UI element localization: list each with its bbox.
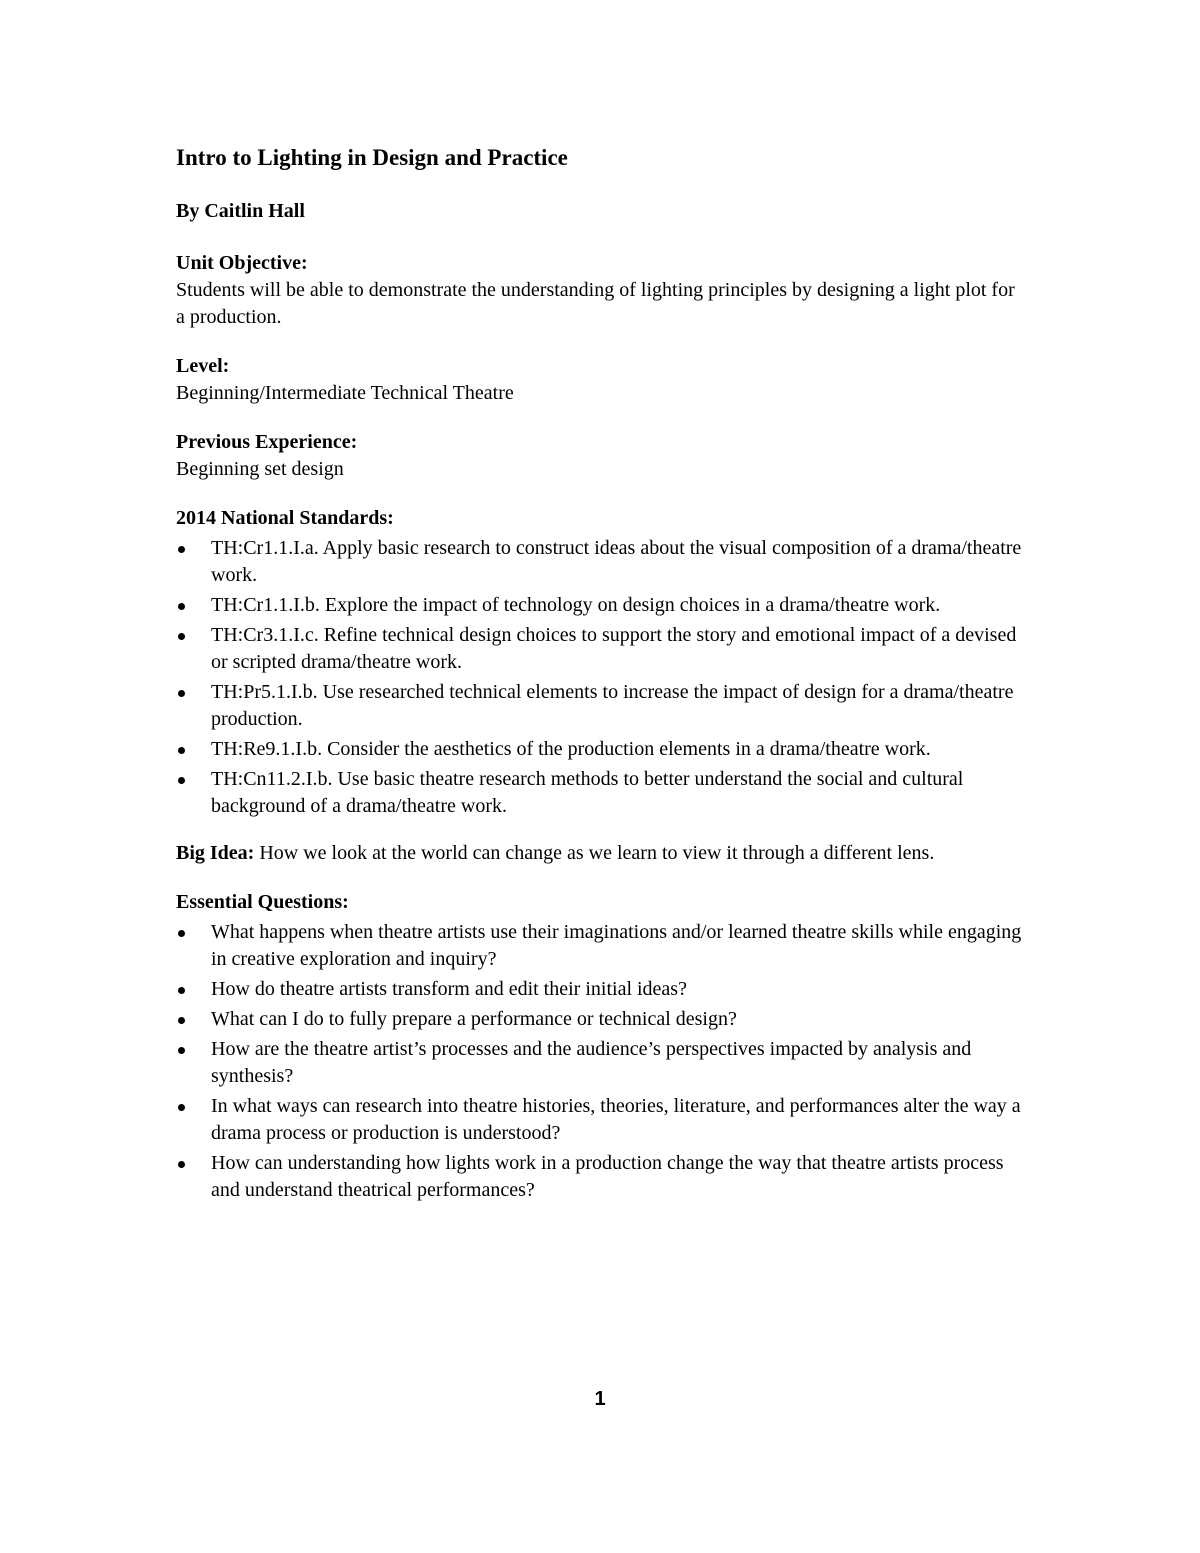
list-item: How are the theatre artist’s processes and the audience’s perspectives impacted by analysis and synthesis? xyxy=(176,1036,1026,1090)
document-author: By Caitlin Hall xyxy=(176,200,305,222)
list-item: What happens when theatre artists use their imaginations and/or learned theatre skills while engaging in creative exploration and inquiry? xyxy=(176,919,1026,973)
list-item: TH:Pr5.1.I.b. Use researched technical elements to increase the impact of design for a drama/theatre production. xyxy=(176,679,1026,733)
list-item: How do theatre artists transform and edit their initial ideas? xyxy=(176,976,1026,1003)
list-item: TH:Cr1.1.I.b. Explore the impact of technology on design choices in a drama/theatre work. xyxy=(176,592,1026,619)
bullet-icon xyxy=(178,603,185,610)
list-item: TH:Cr3.1.I.c. Refine technical design choices to support the story and emotional impact of a devised or scripted drama/theatre work. xyxy=(176,622,1026,676)
bullet-icon xyxy=(178,1161,185,1168)
document-page xyxy=(176,140,1026,1207)
big-idea-text: How we look at the world can change as we learn to view it through a different lens. xyxy=(259,842,935,864)
standards-label: 2014 National Standards: xyxy=(176,507,394,529)
previous-experience-text: Beginning set design xyxy=(176,458,344,480)
level-text: Beginning/Intermediate Technical Theatre xyxy=(176,382,514,404)
bullet-icon xyxy=(178,987,185,994)
bullet-icon xyxy=(178,1017,185,1024)
list-item: TH:Re9.1.I.b. Consider the aesthetics of the production elements in a drama/theatre work. xyxy=(176,736,1026,763)
bullet-icon xyxy=(178,1104,185,1111)
essential-questions-section xyxy=(176,889,1026,1204)
list-item: TH:Cr1.1.I.a. Apply basic research to construct ideas about the visual composition of a drama/theatre work. xyxy=(176,535,1026,589)
page-number: 1 xyxy=(594,1388,606,1410)
bullet-icon xyxy=(178,690,185,697)
bullet-icon xyxy=(178,1047,185,1054)
list-item: How can understanding how lights work in a production change the way that theatre artists process and understand theatrical performances? xyxy=(176,1150,1026,1204)
big-idea-label: Big Idea: xyxy=(176,842,255,864)
level-label: Level: xyxy=(176,355,230,377)
standards-list xyxy=(176,535,1026,820)
essential-questions-label: Essential Questions: xyxy=(176,891,349,913)
list-item: TH:Cn11.2.I.b. Use basic theatre research methods to better understand the social and cultural background of a drama/theatre work. xyxy=(176,766,1026,820)
previous-experience-label: Previous Experience: xyxy=(176,431,358,453)
standards-section xyxy=(176,505,1026,820)
document-title: Intro to Lighting in Design and Practice xyxy=(176,145,568,170)
previous-experience-section xyxy=(176,429,1026,483)
bullet-icon xyxy=(178,930,185,937)
bullet-icon xyxy=(178,777,185,784)
essential-questions-list xyxy=(176,919,1026,1204)
bullet-icon xyxy=(178,546,185,553)
list-item: What can I do to fully prepare a performance or technical design? xyxy=(176,1006,1026,1033)
unit-objective-text: Students will be able to demonstrate the understanding of lighting principles by designing a light plot for a production. xyxy=(176,279,1015,328)
unit-objective-label: Unit Objective: xyxy=(176,252,308,274)
unit-objective-section xyxy=(176,250,1026,331)
big-idea-section xyxy=(176,840,1026,867)
bullet-icon xyxy=(178,633,185,640)
bullet-icon xyxy=(178,747,185,754)
level-section xyxy=(176,353,1026,407)
list-item: In what ways can research into theatre histories, theories, literature, and performances alter the way a drama process or production is understood? xyxy=(176,1093,1026,1147)
